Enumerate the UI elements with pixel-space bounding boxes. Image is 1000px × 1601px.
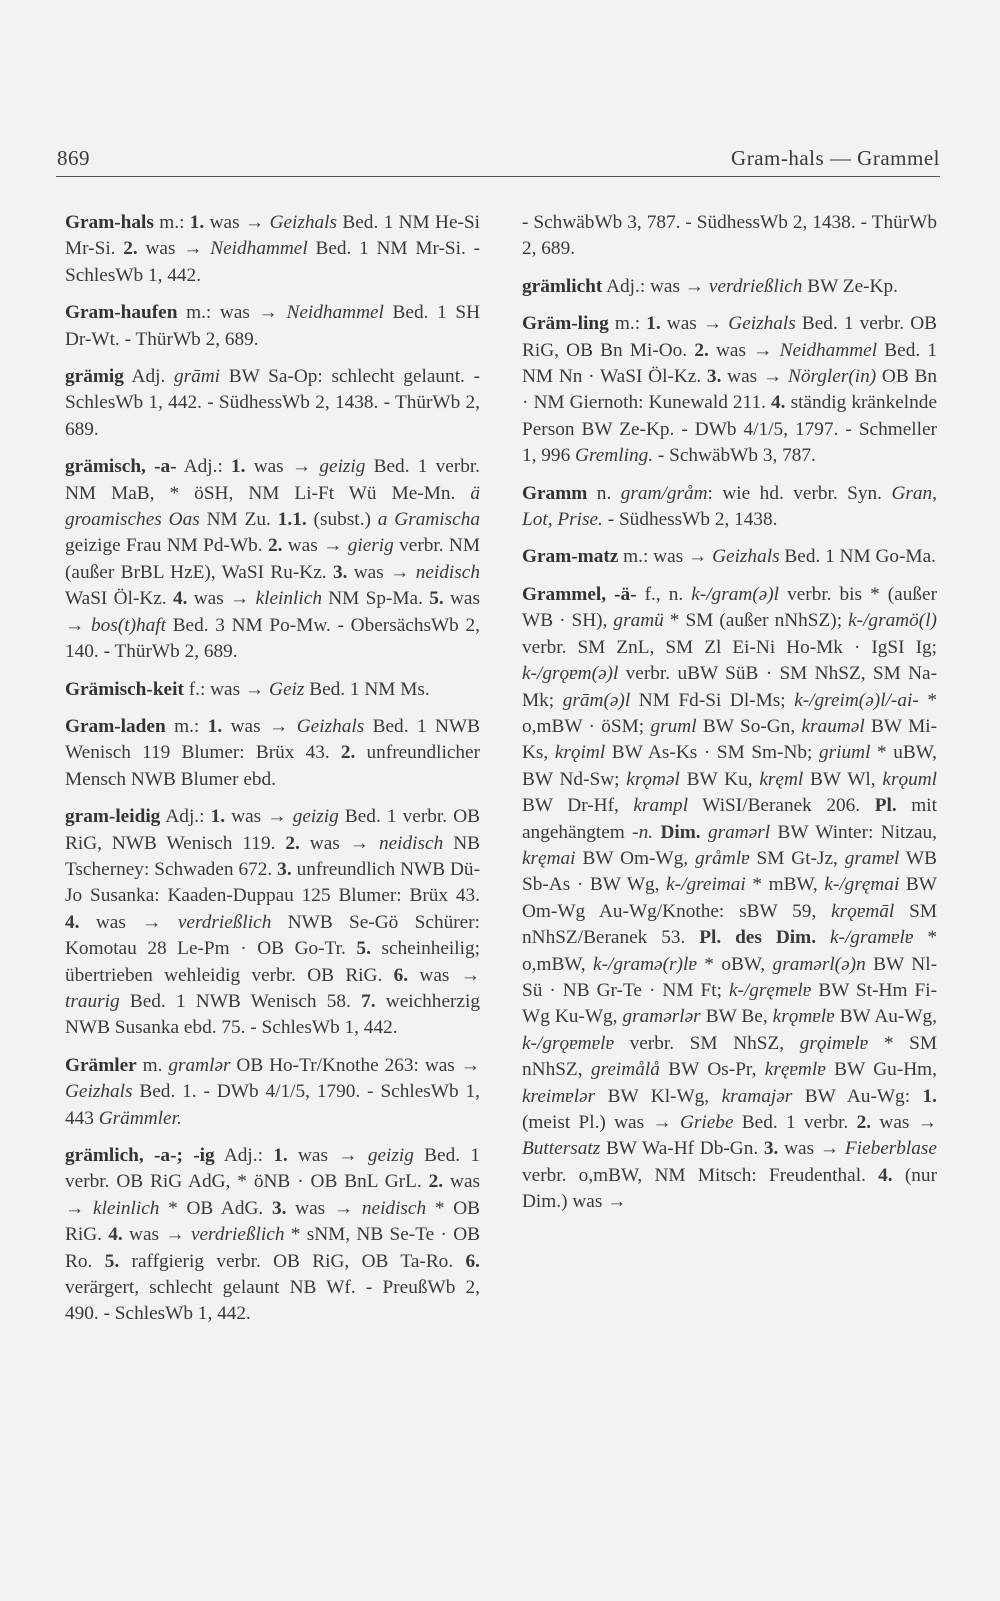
entry-body: m.: was → Geizhals Bed. 1 NM Go-Ma. [618,546,936,568]
entry-lemma: Gram-matz [522,546,619,568]
entry-body: Adj.: 1. was → geizig Bed. 1 verbr. NM MaB, * öSH, NM Li-Ft Wü Me-Mn. ä groamisches Oas NM Zu. 1.1. (subst.) a Gramischa geizige Frau NM Pd-Wb. 2. was → gierig verbr. NM (außer BrBL HzE), WaSI Ru-Kz. 3. was → neidisch WaSI Öl-Kz. 4. was → kleinlich NM Sp-Ma. 5. was → bos(t)haft Bed. 3 NM Po-Mw. - ObersächsWb 2, 140. - ThürWb 2, 689. [65,456,481,663]
entry-body: m.: 1. was → Geizhals Bed. 1 verbr. OB RiG, OB Bn Mi-Oo. 2. was → Neidhammel Bed. 1 NM Nn · WaSI Öl-Kz. 3. was → Nörgler(in) OB Bn · NM Giernoth: Kunewald 211. 4. ständig kränkelnde Person BW Ze-Kp. - DWb 4/1/5, 1797. - Schmeller 1, 996 Gremling. - SchwäbWb 3, 787. [522,313,937,467]
entry-lemma: grämlich, -a-; -ig [65,1145,215,1166]
right-column [522,210,937,1227]
entry-body: - SchwäbWb 3, 787. - SüdhessWb 2, 1438. - ThürWb 2, 689. [522,212,937,260]
dictionary-entry [65,210,480,289]
entry-lemma: grämisch, -a- [65,456,177,478]
left-column [65,210,480,1339]
dictionary-entry [522,582,937,1216]
dictionary-entry [65,454,480,665]
dictionary-entry [522,210,937,263]
entry-lemma: Grämler [65,1054,137,1076]
dictionary-entry [522,544,937,570]
dictionary-entry [522,311,937,469]
dictionary-entry [65,804,480,1042]
dictionary-entry [65,677,480,703]
entry-lemma: Gramm [522,482,588,504]
running-head: Gram-hals — Grammel [731,146,940,170]
header-rule [56,176,940,177]
entry-lemma: Gräm-ling [522,313,609,335]
entry-lemma: Gram-haufen [65,302,178,324]
entry-body: n. gram/gråm: wie hd. verbr. Syn. Gran, Lot, Prise. - SüdhessWb 2, 1438. [522,482,937,531]
entry-body: Adj.: 1. was → geizig Bed. 1 verbr. OB RiG AdG, * öNB · OB BnL GrL. 2. was → kleinlich * OB AdG. 3. was → neidisch * OB RiG. 4. was → verdrießlich * sNM, NB Se-Te · OB Ro. 5. raffgierig verbr. OB RiG, OB Ta-Ro. 6. verärgert, schlecht gelaunt NB Wf. - PreußWb 2, 490. - SchlesWb 1, 442. [65,1145,481,1325]
entry-body: m. gramlər OB Ho-Tr/Knothe 263: was → Geizhals Bed. 1. - DWb 4/1/5, 1790. - SchlesWb 1, 443 Grämmler. [65,1054,480,1129]
dictionary-entry [65,300,480,353]
entry-body: m.: was → Neidhammel Bed. 1 SH Dr-Wt. - ThürWb 2, 689. [65,302,480,350]
entry-body: f., n. k-/gram(ə)l verbr. bis * (außer WB · SH), gramü * SM (außer nNhSZ); k-/gramö(l) verbr. SM ZnL, SM Zl Ei-Ni Ho-Mk · IgSI Ig; k-/grǫɐm(ə)l verbr. uBW SüB · SM NhSZ, SM Na-Mk; grām(ə)l NM Fd-Si Dl-Ms; k-/greim(ə)l/-ai- * o,mBW · öSM; gruml BW So-Gn, kraumǝl BW Mi-Ks, krǫiml BW As-Ks · SM Sm-Nb; griuml * uBW, BW Nd-Sw; krǫmǝl BW Ku, kręml BW Wl, krǫuml BW Dr-Hf, krampl WiSI/Beranek 206. Pl. mit angehängtem -n. Dim. gramǝrl BW Winter: Nitzau, kręmai BW Om-Wg, gråmlɐ SM Gt-Jz, gramɐl WB Sb-As · BW Wg, k-/greimai * mBW, k-/gręmai BW Om-Wg Au-Wg/Knothe: sBW 59, krǫɐmāl SM nNhSZ/Beranek 53. Pl. des Dim. k-/gramɐlɐ * o,mBW, k-/gramə(r)lɐ * oBW, gramǝrl(ə)n BW Nl-Sü · NB Gr-Te · NM Ft; k-/gręmɐlɐ BW St-Hm Fi-Wg Ku-Wg, gramǝrlǝr BW Be, krǫmɐlɐ BW Au-Wg, k-/grǫɐmɐlɐ verbr. SM NhSZ, grǫimɐlɐ * SM nNhSZ, greimålå BW Os-Pr, kręɐmlɐ BW Gu-Hm, kreimɐlǝr BW Kl-Wg, kramajǝr BW Au-Wg: 1. (meist Pl.) was → Griebe Bed. 1 verbr. 2. was → Buttersatz BW Wa-Hf Db-Gn. 3. was → Fieberblase verbr. o,mBW, NM Mitsch: Freudenthal. 4. (nur Dim.) was → [522,583,938,1213]
entry-body: Adj.: 1. was → geizig Bed. 1 verbr. OB RiG, NWB Wenisch 119. 2. was → neidisch NB Tscherney: Schwaden 672. 3. unfreundlich NWB Dü-Jo Susanka: Kaaden-Duppau 125 Blumer: Brüx 43. 4. was → verdrießlich NWB Se-Gö Schürer: Komotau 28 Le-Pm · OB Go-Tr. 5. scheinheilig; übertrieben wehleidig verbr. OB RiG. 6. was → traurig Bed. 1 NWB Wenisch 58. 7. weichherzig NWB Susanka ebd. 75. - SchlesWb 1, 442. [65,806,480,1039]
entry-body: f.: was → Geiz Bed. 1 NM Ms. [183,678,430,700]
entry-lemma: grämig [65,366,124,388]
entry-lemma: grämlicht [522,275,603,297]
entry-body: Adj. grāmi BW Sa-Op: schlecht gelaunt. - SchlesWb 1, 442. - SüdhessWb 2, 1438. - ThürWb 2, 689. [65,366,480,440]
dictionary-entry [65,714,480,793]
entry-body: Adj.: was → verdrießlich BW Ze-Kp. [602,275,898,297]
entry-body: m.: 1. was → Geizhals Bed. 1 NWB Wenisch 119 Blumer: Brüx 43. 2. unfreundlicher Mensch NWB Blumer ebd. [65,715,480,790]
entry-lemma: Grämisch-keit [65,678,184,700]
dictionary-entry [522,274,937,300]
dictionary-entry [65,1143,480,1328]
page-number: 869 [57,146,90,170]
dictionary-entry [65,1053,480,1132]
entry-lemma: Gram-hals [65,212,154,233]
entry-lemma: Grammel, -ä- [522,583,637,605]
entry-lemma: Gram-laden [65,715,166,737]
entry-lemma: gram-leidig [65,806,161,828]
dictionary-entry [522,481,937,534]
entry-body: m.: 1. was → Geizhals Bed. 1 NM He-Si Mr-Si. 2. was → Neidhammel Bed. 1 NM Mr-Si. - SchlesWb 1, 442. [65,212,480,286]
dictionary-entry [65,364,480,443]
